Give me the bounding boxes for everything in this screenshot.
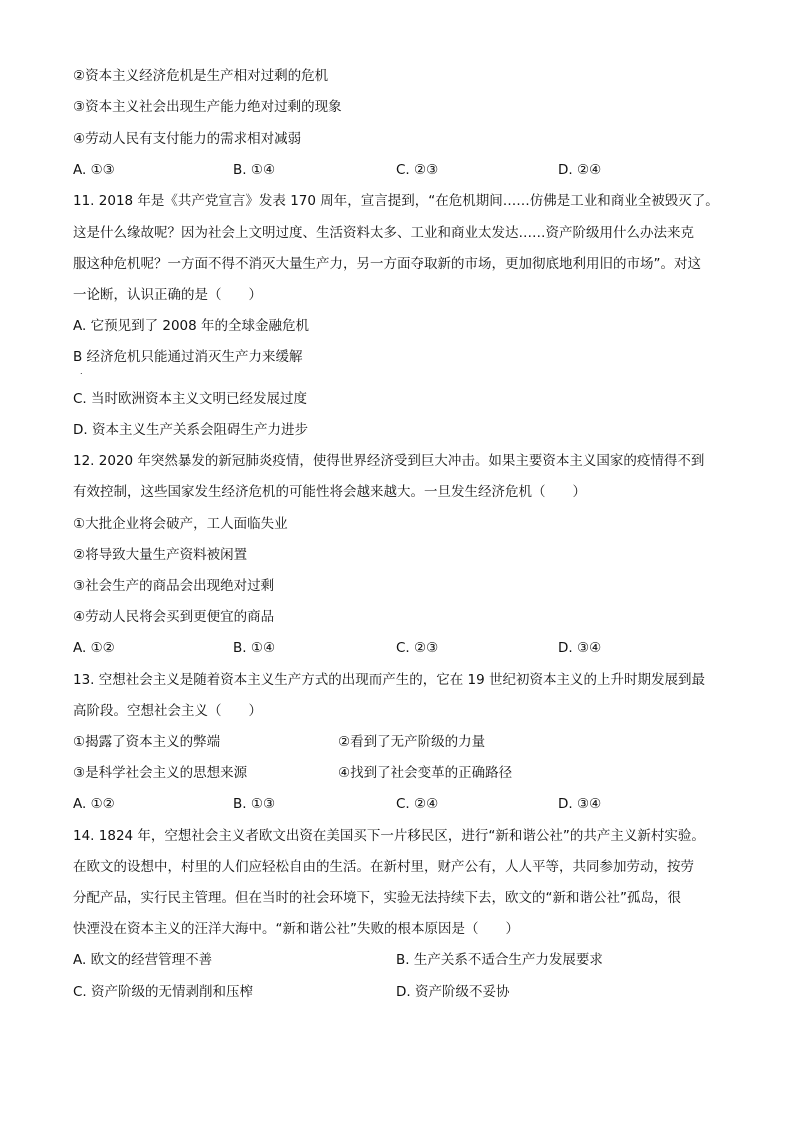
q13-statement-1: ①揭露了资本主义的弊端 [73, 734, 221, 750]
q13-line-1: 13. 空想社会主义是随着资本主义生产方式的出现而产生的，它在 19 世纪初资本主义的上升时期发展到最 [73, 672, 706, 688]
q14-option-c: C. 资产阶级的无情剥削和压榨 [73, 984, 254, 1000]
q12-line-2: 有效控制，这些国家发生经济危机的可能性将会越来越大。一旦发生经济危机（ ） [73, 484, 586, 500]
q13-statement-2: ②看到了无产阶级的力量 [338, 734, 486, 750]
prev-statement-4: ④劳动人民有支付能力的需求相对减弱 [73, 131, 302, 147]
q11-line-3: 服这种危机呢？一方面不得不消灭大量生产力，另一方面夺取新的市场，更加彻底地利用旧的市场”。对这 [73, 256, 701, 272]
q12-line-1: 12. 2020 年突然暴发的新冠肺炎疫情，使得世界经济受到巨大冲击。如果主要资本主义国家的疫情得不到 [73, 453, 705, 469]
q14-line-4: 快湮没在资本主义的汪洋大海中。“新和谐公社”失败的根本原因是（ ） [73, 921, 519, 937]
q12-statement-1: ①大批企业将会破产，工人面临失业 [73, 516, 288, 532]
q12-statement-3: ③社会生产的商品会出现绝对过剩 [73, 578, 275, 594]
prev-statement-3: ③资本主义社会出现生产能力绝对过剩的现象 [73, 99, 342, 115]
q11-line-4: 一论断，认识正确的是（ ） [73, 287, 262, 303]
q14-line-2: 在欧文的设想中，村里的人们应轻松自由的生活。在新村里，财产公有，人人平等，共同参加劳动，按劳 [73, 859, 694, 875]
prev-option-b: B. ①④ [233, 162, 276, 178]
q13-statement-4: ④找到了社会变革的正确路径 [338, 765, 513, 781]
prev-option-c: C. ②③ [396, 162, 439, 178]
q13-option-d: D. ③④ [558, 796, 602, 812]
q13-line-2: 高阶段。空想社会主义（ ） [73, 703, 262, 719]
q14-option-d: D. 资产阶级不妥协 [396, 984, 510, 1000]
q12-option-b: B. ①④ [233, 640, 276, 656]
q11-option-c: C. 当时欧洲资本主义文明已经发展过度 [73, 391, 308, 407]
q13-option-a: A. ①② [73, 796, 115, 812]
q11-option-a: A. 它预见到了 2008 年的全球金融危机 [73, 318, 310, 334]
q14-line-3: 分配产品，实行民主管理。但在当时的社会环境下，实验无法持续下去，欧文的“新和谐公社”孤岛，很 [73, 890, 681, 906]
q12-option-d: D. ③④ [558, 640, 602, 656]
q12-option-a: A. ①② [73, 640, 115, 656]
q13-statement-3: ③是科学社会主义的思想来源 [73, 765, 248, 781]
q11-line-1: 11. 2018 年是《共产党宣言》发表 170 周年，宣言提到，“在危机期间……仿佛是工业和商业全被毁灭了。 [73, 193, 719, 209]
q12-statement-4: ④劳动人民将会买到更便宜的商品 [73, 609, 275, 625]
q13-option-c: C. ②④ [396, 796, 439, 812]
prev-option-d: D. ②④ [558, 162, 602, 178]
prev-statement-2: ②资本主义经济危机是生产相对过剩的危机 [73, 68, 329, 84]
q14-option-a: A. 欧文的经营管理不善 [73, 952, 213, 968]
q12-statement-2: ②将导致大量生产资料被闲置 [73, 547, 248, 563]
q14-option-b: B. 生产关系不适合生产力发展要求 [396, 952, 603, 968]
q13-option-b: B. ①③ [233, 796, 276, 812]
q11-option-d: D. 资本主义生产关系会阻碍生产力进步 [73, 422, 308, 438]
q14-line-1: 14. 1824 年，空想社会主义者欧文出资在美国买下一片移民区，进行“新和谐公社”的共产主义新村实验。 [73, 828, 705, 844]
q11-line-2: 这是什么缘故呢？因为社会上文明过度、生活资料太多、工业和商业太发达……资产阶级用什么办法来克 [73, 225, 694, 241]
stray-dot: . [80, 367, 83, 376]
q12-option-c: C. ②③ [396, 640, 439, 656]
q11-option-b: B 经济危机只能通过消灭生产力来缓解 [73, 349, 303, 365]
prev-option-a: A. ①③ [73, 162, 115, 178]
